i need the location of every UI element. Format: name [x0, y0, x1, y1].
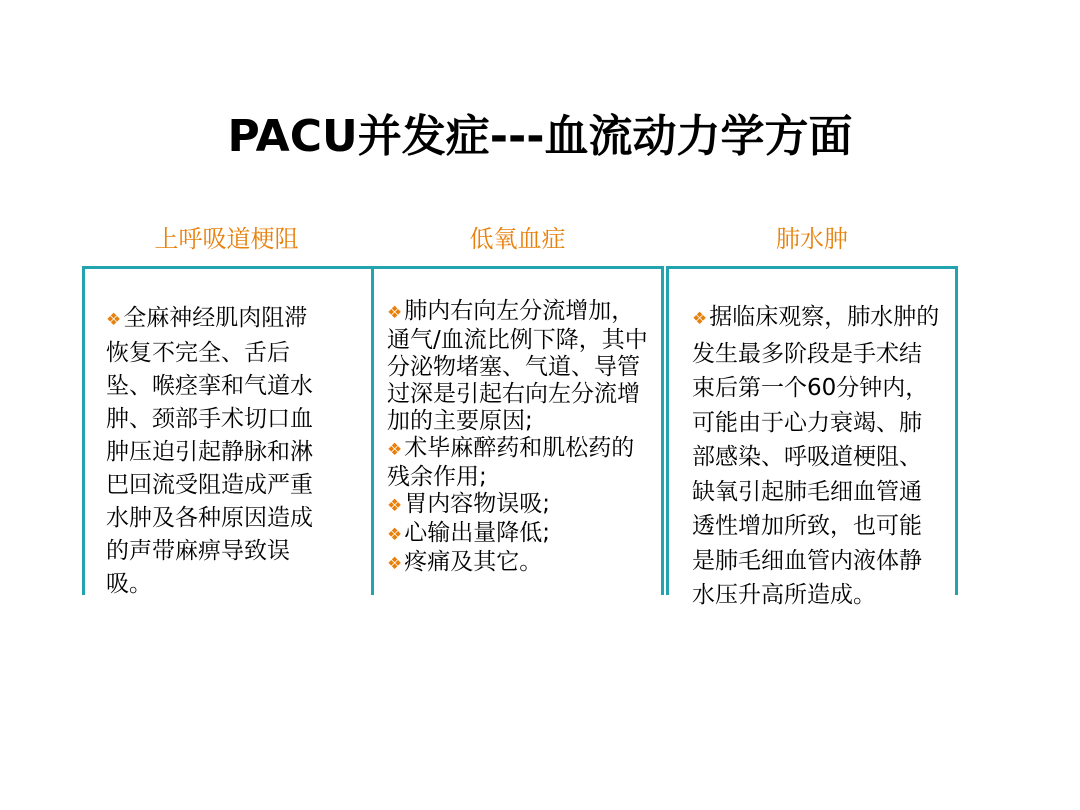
list-item: ❖胃内容物误吸;	[387, 491, 550, 517]
list-item: ❖据临床观察，肺水肿的发生最多阶段是手术结束后第一个60分钟内，可能由于心力衰竭、肺部感染、呼吸道梗阻、缺氧引起肺毛细血管通透性增加所致，也可能是肺毛细血管内液体静水压升高所造成。	[692, 304, 940, 608]
column-body	[106, 302, 328, 601]
page-title: PACU并发症---血流动力学方面	[227, 111, 853, 162]
bullet-icon: ❖	[692, 309, 708, 329]
bullet-icon: ❖	[387, 440, 403, 460]
column-heading: 上呼吸道梗阻	[154, 225, 299, 253]
bullet-icon: ❖	[387, 303, 403, 323]
column-airway-obstruction	[82, 220, 371, 597]
column-pulmonary-edema	[666, 220, 958, 608]
column-hypoxemia	[371, 220, 664, 575]
list-item: ❖肺内右向左分流增加，通气/血流比例下降，其中分泌物堵塞、气道、导管过深是引起右向左分流增加的主要原因;	[387, 298, 648, 434]
bullet-icon: ❖	[387, 525, 403, 545]
bullet-icon: ❖	[106, 310, 122, 330]
column-heading: 低氧血症	[469, 225, 566, 253]
column-heading: 肺水肿	[776, 225, 848, 253]
list-item: ❖心输出量降低;	[387, 520, 550, 546]
bullet-icon: ❖	[387, 496, 403, 516]
column-body	[692, 300, 940, 613]
bullet-icon: ❖	[387, 554, 403, 574]
list-item: ❖疼痛及其它。	[387, 549, 543, 575]
list-item: ❖术毕麻醉药和肌松药的残余作用;	[387, 435, 635, 490]
list-item: ❖全麻神经肌肉阻滞恢复不完全、舌后坠、喉痉挛和气道水肿、颈部手术切口血肿压迫引起静脉和淋巴回流受阻造成严重水肿及各种原因造成的声带麻痹导致误吸。	[106, 305, 313, 597]
column-body	[387, 298, 649, 578]
